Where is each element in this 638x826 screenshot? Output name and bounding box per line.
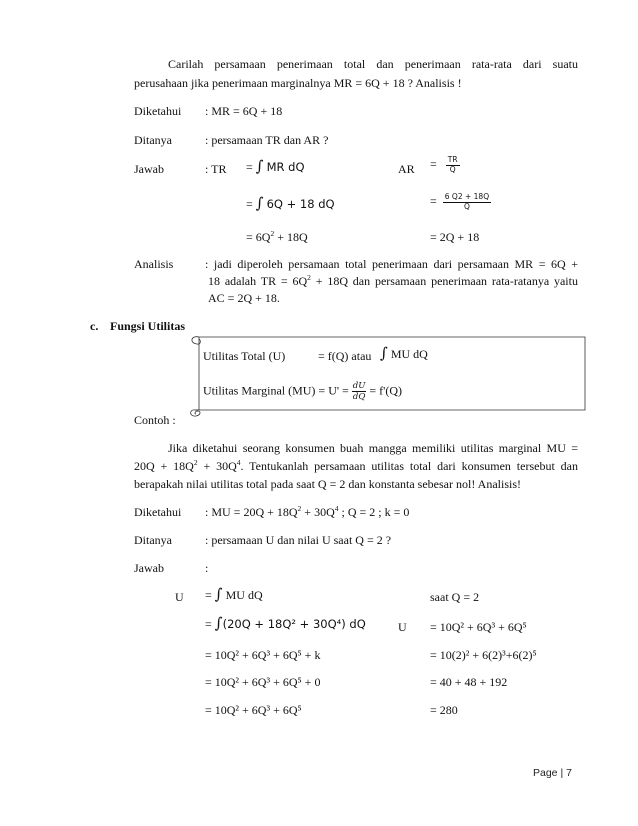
problem2-jawab-colon: : <box>205 561 209 575</box>
formula-line1-tail: ∫ MU dQ <box>380 344 428 362</box>
saat-label: saat Q = 2 <box>430 590 480 604</box>
du-dq-fraction: $\frac{dU}{dQ}$ <box>352 381 366 403</box>
problem1-analisis-label: Analisis <box>134 257 174 271</box>
u-line3: = 10Q² + 6Q³ + 6Q⁵ + k <box>205 648 321 662</box>
problem2-intro-line2: $20Q + 18Q^2 + 30Q^4$. Tentukanlah persamaan utilitas total dari konsumen tersebut dan <box>134 458 578 473</box>
u-label: U <box>175 590 184 604</box>
problem2-ditanya-value: : persamaan U dan nilai U saat Q = 2 ? <box>205 533 392 547</box>
problem1-analisis-line1: : jadi diperoleh persamaan total penerimaan dari persamaan MR = 6Q + <box>205 257 578 271</box>
problem1-intro-line1: Carilah persamaan penerimaan total dan penerimaan rata-rata dari suatu <box>168 57 578 71</box>
problem1-diketahui-value: : MR = 6Q + 18 <box>205 104 283 118</box>
section-title: Fungsi Utilitas <box>110 319 186 333</box>
u-line4: = 10Q² + 6Q³ + 6Q⁵ + 0 <box>205 675 321 689</box>
problem1-intro-line2: perusahaan jika penerimaan marginalnya MR = 6Q + 18 ? Analisis ! <box>134 76 462 90</box>
u-line5: = 10Q² + 6Q³ + 6Q⁵ <box>205 703 302 717</box>
problem1-ditanya-value: : persamaan TR dan AR ? <box>205 133 329 147</box>
integral-sign-icon: ∫ <box>214 585 223 603</box>
tr-line1: = ∫ MR dQ <box>246 157 305 175</box>
ar-line2: = $\frac{6 Q2 + 18Q}{Q}$ <box>430 192 490 211</box>
ar-fraction-1: $\frac{TR}{Q}$ <box>447 155 458 174</box>
formula-line1-eq: = f(Q) atau <box>318 349 372 363</box>
tr-line3: = $6Q^2 + 18Q$ <box>246 229 308 244</box>
problem2-diketahui-label: Diketahui <box>134 505 182 519</box>
problem2-intro-line3: berapakah nilai utilitas total pada saat Q = 2 dan konstanta sebesar nol! Analisis! <box>134 477 521 491</box>
problem2-jawab-label: Jawab <box>134 561 164 575</box>
problem1-analisis-line3: AC = 2Q + 18. <box>208 291 280 305</box>
tr-line2: = ∫ 6Q + 18 dQ <box>246 194 335 212</box>
ar-label: AR <box>398 162 415 176</box>
problem1-ditanya-label: Ditanya <box>134 133 172 147</box>
problem2-ditanya-label: Ditanya <box>134 533 172 547</box>
integral-sign-icon: ∫ <box>255 157 264 175</box>
r-line5: = 280 <box>430 703 458 717</box>
section-letter: c. <box>90 319 99 333</box>
r-line4: = 40 + 48 + 192 <box>430 675 508 689</box>
integral-sign-icon: ∫ <box>255 194 264 212</box>
integral-sign-icon: ∫ <box>214 614 223 632</box>
tr-lhs: : TR <box>205 162 227 176</box>
contoh-label: Contoh : <box>134 413 176 427</box>
ar-line3: = 2Q + 18 <box>430 230 480 244</box>
r-line3: = 10(2)² + 6(2)³+6(2)⁵ <box>430 648 537 662</box>
r-line2: = 10Q² + 6Q³ + 6Q⁵ <box>430 620 527 634</box>
ar-fraction-2: $\frac{6 Q2 + 18Q}{Q}$ <box>444 192 490 211</box>
formula-line1-label: Utilitas Total (U) <box>203 349 286 363</box>
problem1-diketahui-label: Diketahui <box>134 104 182 118</box>
integral-sign-icon: ∫ <box>380 344 388 362</box>
problem2-intro-line1: Jika diketahui seorang konsumen buah mangga memiliki utilitas marginal MU = <box>168 441 578 455</box>
u-line1: = ∫ MU dQ <box>205 585 263 603</box>
u-label-right: U <box>398 620 407 634</box>
page-number: Page | 7 <box>533 767 572 779</box>
problem2-diketahui-value: : MU = $20Q + 18Q^2 + 30Q^4$ ; Q = 2 ; k = 0 <box>205 504 410 519</box>
problem1-jawab-label: Jawab <box>134 162 164 176</box>
ar-line1: = $\frac{TR}{Q}$ <box>430 155 458 174</box>
problem1-analisis-line2: 18 adalah TR = $6Q^2 + 18Q$ dan persamaan penerimaan rata-ratanya yaitu <box>208 273 578 288</box>
formula-line2: Utilitas Marginal (MU) = U' = $\frac{dU}{dQ}$ = f'(Q) <box>203 381 402 403</box>
u-line2: = ∫(20Q + 18Q² + 30Q⁴) dQ <box>205 614 366 632</box>
